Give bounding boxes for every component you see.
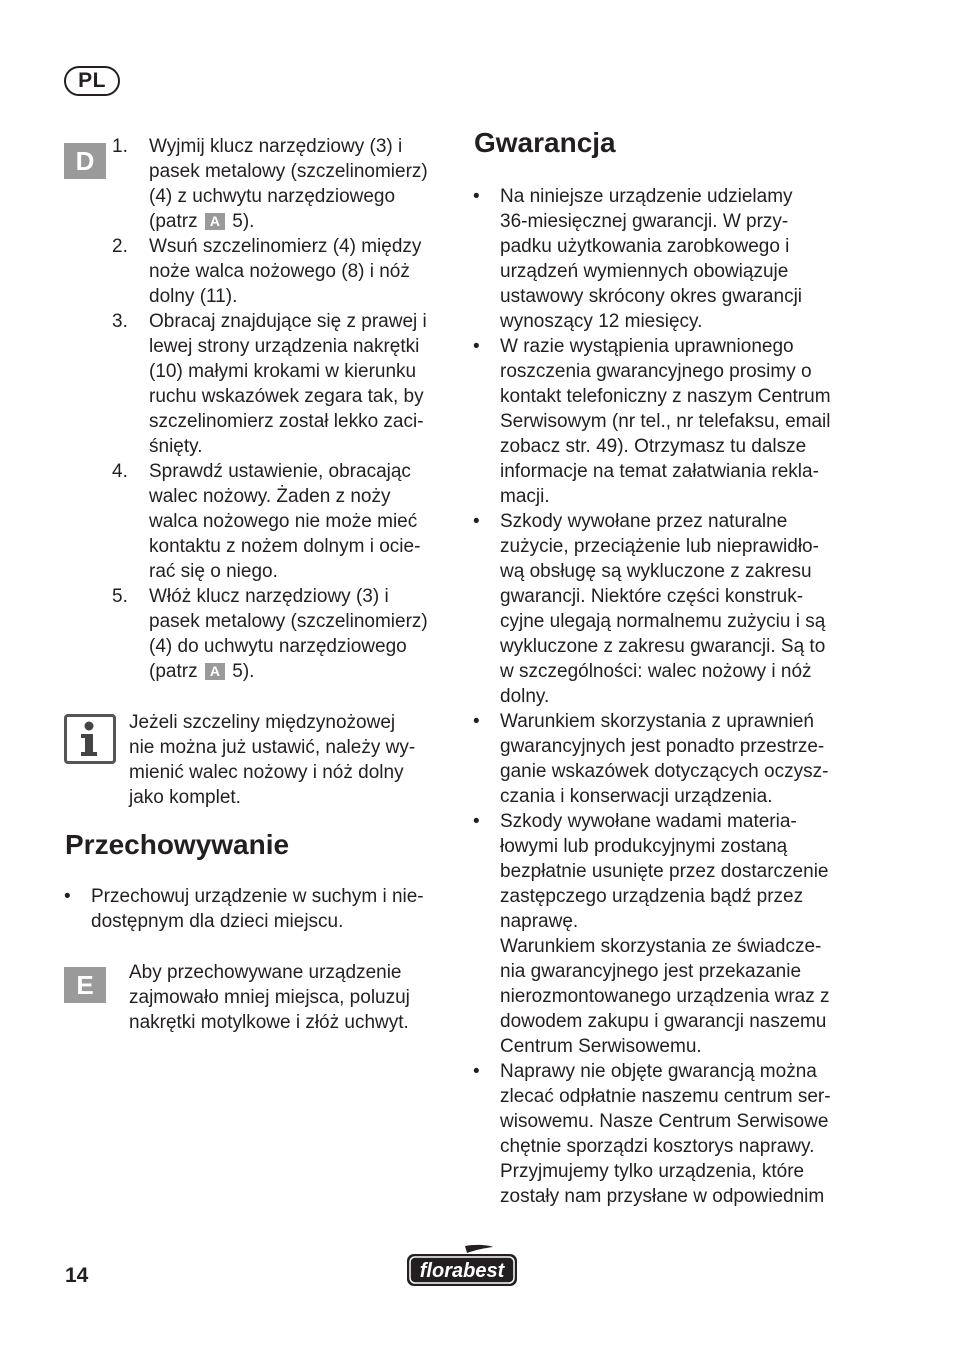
bullet-dot: •	[473, 811, 480, 832]
storage-heading: Przechowywanie	[65, 829, 290, 860]
list-item-text: Na niniejsze urządzenie udzielamy 36-miesięcznej gwarancji. W przy- padku użytkowania zarobkowego i urządzeń wymiennych obowiązuje ustawowy skrócony okres gwarancji wynoszący 12 miesięcy.	[500, 186, 803, 332]
list-item	[473, 184, 873, 334]
list-item-text: Szkody wywołane wadami materia- łowymi lub produkcyjnymi zostaną bezpłatnie usunięte przez dostarczenie zastępczego urządzenia bądź przez naprawę. Warunkiem skorzystania ze świadcze- nia gwarancyjnego jest przekazanie nierozmontowanego urządzenia wraz z dowodem zakupu i gwarancji naszemu Centrum Serwisowemu.	[500, 811, 830, 1057]
step-number: 1.	[112, 136, 128, 157]
marker-e: E	[64, 967, 106, 1003]
step-item	[112, 584, 452, 684]
step-number: 4.	[112, 461, 128, 482]
florabest-logo	[405, 1244, 519, 1290]
info-note: Jeżeli szczeliny międzynożowej nie można już ustawić, należy wy- mienić walec nożowy i nóż dolny jako komplet.	[129, 712, 416, 808]
step-number: 5.	[112, 586, 128, 607]
list-item	[473, 809, 873, 1059]
bullet-dot: •	[473, 336, 480, 357]
language-badge: PL	[64, 66, 120, 96]
list-item-text: Przechowuj urządzenie w suchym i nie- dostępnym dla dzieci miejscu.	[91, 886, 424, 932]
list-item-text: W razie wystąpienia uprawnionego roszczenia gwarancyjnego prosimy o kontakt telefoniczny z naszym Centrum Serwisowym (nr tel., nr telefaksu, email zobacz str. 49). Otrzymasz tu dalsze informacje na temat załatwiania rekla- macji.	[500, 336, 831, 507]
step-item	[112, 309, 452, 459]
list-item-text: Naprawy nie objęte gwarancją można zlecać odpłatnie naszemu centrum ser- wisowemu. Nasze Centrum Serwisowe chętnie sporządzi kosztorys naprawy. Przyjmujemy tylko urządzenia, które zostały nam przysłane w odpowiednim	[500, 1061, 831, 1207]
step-text: Wyjmij klucz narzędziowy (3) i pasek metalowy (szczelinomierz) (4) z uchwytu narzędziowego (patrz A 5).	[149, 136, 428, 232]
step-text: Włóż klucz narzędziowy (3) i pasek metalowy (szczelinomierz) (4) do uchwytu narzędziowego (patrz A 5).	[149, 586, 428, 682]
bullet-dot: •	[473, 511, 480, 532]
step-text: Sprawdź ustawienie, obracając walec nożowy. Żaden z noży walca nożowego nie może mieć kontaktu z nożem dolnym i ocie- rać się o niego.	[149, 461, 421, 582]
list-item	[473, 1059, 873, 1209]
list-item	[64, 884, 449, 934]
marker-d: D	[64, 143, 106, 179]
storage-note: Aby przechowywane urządzenie zajmowało mniej miejsca, poluzuj nakrętki motylkowe i złóż uchwyt.	[129, 962, 410, 1033]
step-item	[112, 459, 452, 584]
list-item	[473, 709, 873, 809]
step-item	[112, 234, 452, 309]
bullet-dot: •	[473, 711, 480, 732]
step-item	[112, 134, 452, 234]
logo-wordmark: florabest	[419, 1260, 505, 1282]
step-text: Wsuń szczelinomierz (4) między noże walca nożowego (8) i nóż dolny (11).	[149, 236, 422, 307]
page-number: 14	[65, 1264, 89, 1287]
list-item-text: Szkody wywołane przez naturalne zużycie, przeciążenie lub nieprawidło- wą obsługę są wykluczone z zakresu gwarancji. Niektóre części konstruk- cyjne ulegają normalnemu zużyciu i są wykluczone z zakresu gwarancji. Są to w szczególności: walec nożowy i nóż dolny.	[500, 511, 826, 707]
step-number: 3.	[112, 311, 128, 332]
list-item	[473, 334, 873, 509]
list-item	[473, 509, 873, 709]
figure-a-ref: A	[205, 663, 225, 680]
figure-a-ref: A	[205, 213, 225, 230]
storage-list	[64, 884, 449, 934]
step-number: 2.	[112, 236, 128, 257]
list-item-text: Warunkiem skorzystania z uprawnień gwarancyjnych jest ponadto przestrze- ganie wskazówek dotyczących oczysz- czania i konserwacji urządzenia.	[500, 711, 829, 807]
steps-list	[112, 134, 452, 684]
bullet-dot: •	[64, 886, 71, 907]
warranty-list	[473, 184, 873, 1209]
warranty-heading: Gwarancja	[474, 127, 616, 158]
bullet-dot: •	[473, 186, 480, 207]
info-icon	[64, 714, 116, 764]
step-text: Obracaj znajdujące się z prawej i lewej strony urządzenia nakrętki (10) małymi krokami w kierunku ruchu wskazówek zegara tak, by szczelinomierz został lekko zaci- śnięty.	[149, 311, 427, 457]
bullet-dot: •	[473, 1061, 480, 1082]
